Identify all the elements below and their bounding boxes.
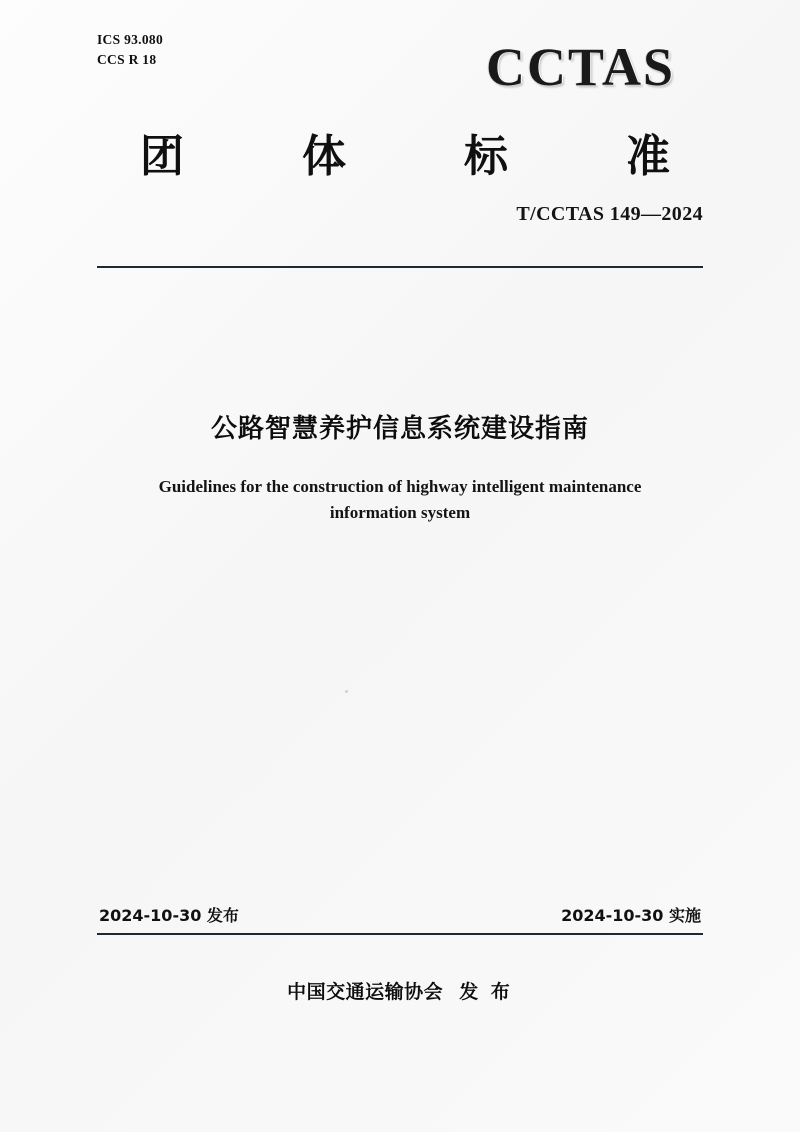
footer-divider — [97, 933, 703, 935]
cctas-logo: CCTAS — [485, 37, 675, 97]
page-speck — [345, 690, 348, 693]
standard-number: T/CCTAS 149—2024 — [516, 203, 703, 225]
publisher-verb: 发 布 — [459, 981, 513, 1003]
title-chinese: 公路智慧养护信息系统建设指南 — [210, 414, 589, 444]
ccs-code: CCS R 18 — [97, 51, 157, 67]
publisher-name: 中国交通运输协会 — [287, 981, 444, 1003]
header-divider — [97, 266, 703, 268]
ics-code: ICS 93.080 — [97, 32, 164, 47]
standard-type-heading — [140, 120, 670, 184]
title-english: Guidelines for the construction of highway intelligent maintenance information system — [158, 477, 642, 522]
standard-type-char-1: 团 — [140, 131, 184, 182]
ics-classification-block — [97, 30, 163, 69]
standard-type-char-2: 体 — [302, 131, 346, 182]
issue-date: 2024-10-30 发布 — [99, 906, 239, 925]
standard-type-char-4: 准 — [626, 131, 670, 182]
publisher-line — [0, 977, 800, 1004]
implementation-date: 2024-10-30 实施 — [561, 906, 701, 925]
standard-type-char-3: 标 — [464, 131, 508, 182]
